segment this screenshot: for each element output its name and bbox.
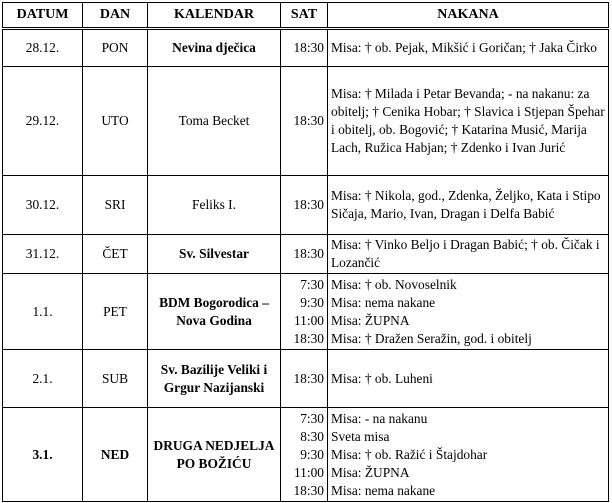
row-date: 31.12. bbox=[3, 235, 83, 274]
row-date: 1.1. bbox=[3, 274, 83, 350]
header-dan: DAN bbox=[83, 3, 148, 29]
header-kalendar: KALENDAR bbox=[148, 3, 281, 29]
row-intention-cell bbox=[328, 67, 609, 176]
header-nakana: NAKANA bbox=[328, 3, 609, 29]
row-time: 7:30 bbox=[300, 410, 324, 426]
row-day: ČET bbox=[83, 235, 148, 274]
row-day: PET bbox=[83, 274, 148, 350]
table-row bbox=[3, 274, 609, 350]
row-intention: Misa: ŽUPNA bbox=[331, 464, 410, 480]
table-row bbox=[3, 29, 609, 67]
row-time: 11:00 bbox=[293, 464, 324, 480]
row-calendar: Nevina dječica bbox=[148, 29, 281, 67]
row-time-cell bbox=[281, 350, 328, 408]
row-time-cell bbox=[281, 176, 328, 235]
row-calendar: Sv. Bazilije Veliki i Grgur Nazijanski bbox=[148, 350, 281, 408]
row-intention-cell bbox=[328, 274, 609, 350]
row-day: SRI bbox=[83, 176, 148, 235]
mass-schedule-table bbox=[2, 2, 609, 502]
row-time: 18:30 bbox=[293, 482, 324, 498]
row-day: UTO bbox=[83, 67, 148, 176]
row-intention: Misa: ŽUPNA bbox=[331, 312, 410, 328]
row-intention: Misa: nema nakane bbox=[331, 294, 436, 310]
row-time: 18:30 bbox=[293, 330, 324, 346]
row-calendar: Feliks I. bbox=[148, 176, 281, 235]
row-day: SUB bbox=[83, 350, 148, 408]
row-intention: Misa: - na nakanu bbox=[331, 410, 428, 426]
row-time-cell bbox=[281, 67, 328, 176]
row-intention-cell bbox=[328, 235, 609, 274]
table-row bbox=[3, 67, 609, 176]
row-time: 18:30 bbox=[293, 246, 324, 261]
row-date: 29.12. bbox=[3, 67, 83, 176]
row-time: 18:30 bbox=[293, 370, 324, 386]
row-intention: Misa: † Milada i Petar Bevanda; - na nakanu: za obitelj; † Cenika Hobar; † Slavica i Stjepan Špehar i obitelj, ob. Bogović; † Katarina Musić, Marija Lach, Ružica Habjan; † Zdenko i Ivan Jurić bbox=[331, 86, 605, 155]
header-row bbox=[3, 3, 609, 29]
table-row bbox=[3, 235, 609, 274]
row-intention-cell bbox=[328, 408, 609, 502]
row-time-cell bbox=[281, 29, 328, 67]
row-time-cell bbox=[281, 235, 328, 274]
header-sat: SAT bbox=[281, 3, 328, 29]
row-time-cell bbox=[281, 274, 328, 350]
row-time: 9:30 bbox=[300, 446, 324, 462]
row-time: 8:30 bbox=[300, 428, 324, 444]
row-time: 18:30 bbox=[293, 113, 324, 128]
row-calendar: Toma Becket bbox=[148, 67, 281, 176]
row-intention-cell bbox=[328, 176, 609, 235]
row-calendar: DRUGA NEDJELJA PO BOŽIĆU bbox=[148, 408, 281, 502]
table-row bbox=[3, 176, 609, 235]
row-intention: Misa: † ob. Novoselnik bbox=[331, 276, 457, 292]
row-intention-cell bbox=[328, 350, 609, 408]
row-intention: Misa: † Dražen Seražin, god. i obitelj bbox=[331, 330, 532, 346]
row-time-cell bbox=[281, 408, 328, 502]
row-calendar: BDM Bogorodica – Nova Godina bbox=[148, 274, 281, 350]
row-intention: Misa: nema nakane bbox=[331, 482, 436, 498]
row-intention: Misa: † ob. Ražić i Štajdohar bbox=[331, 446, 488, 462]
row-time: 18:30 bbox=[293, 197, 324, 212]
row-day: NED bbox=[83, 408, 148, 502]
row-intention: Misa: † Vinko Beljo i Dragan Babić; † ob. Čičak i Lozančić bbox=[331, 237, 600, 270]
row-date: 30.12. bbox=[3, 176, 83, 235]
row-intention-cell bbox=[328, 29, 609, 67]
row-time: 18:30 bbox=[293, 40, 324, 55]
row-date: 3.1. bbox=[3, 408, 83, 502]
row-time: 9:30 bbox=[300, 294, 324, 310]
row-calendar: Sv. Silvestar bbox=[148, 235, 281, 274]
header-datum: DATUM bbox=[3, 3, 83, 29]
row-intention: Misa: † ob. Pejak, Mikšić i Goričan; † Jaka Čirko bbox=[331, 40, 597, 55]
row-time: 11:00 bbox=[293, 312, 324, 328]
row-date: 28.12. bbox=[3, 29, 83, 67]
row-time: 7:30 bbox=[300, 276, 324, 292]
row-intention: Misa: † ob. Luheni bbox=[331, 370, 433, 386]
row-intention: Sveta misa bbox=[331, 428, 390, 444]
row-intention: Misa: † Nikola, god., Zdenka, Željko, Kata i Stipo Sičaja, Mario, Ivan, Dragan i Delfa Babić bbox=[331, 188, 601, 221]
row-date: 2.1. bbox=[3, 350, 83, 408]
table-row bbox=[3, 350, 609, 408]
table-row bbox=[3, 408, 609, 502]
row-day: PON bbox=[83, 29, 148, 67]
